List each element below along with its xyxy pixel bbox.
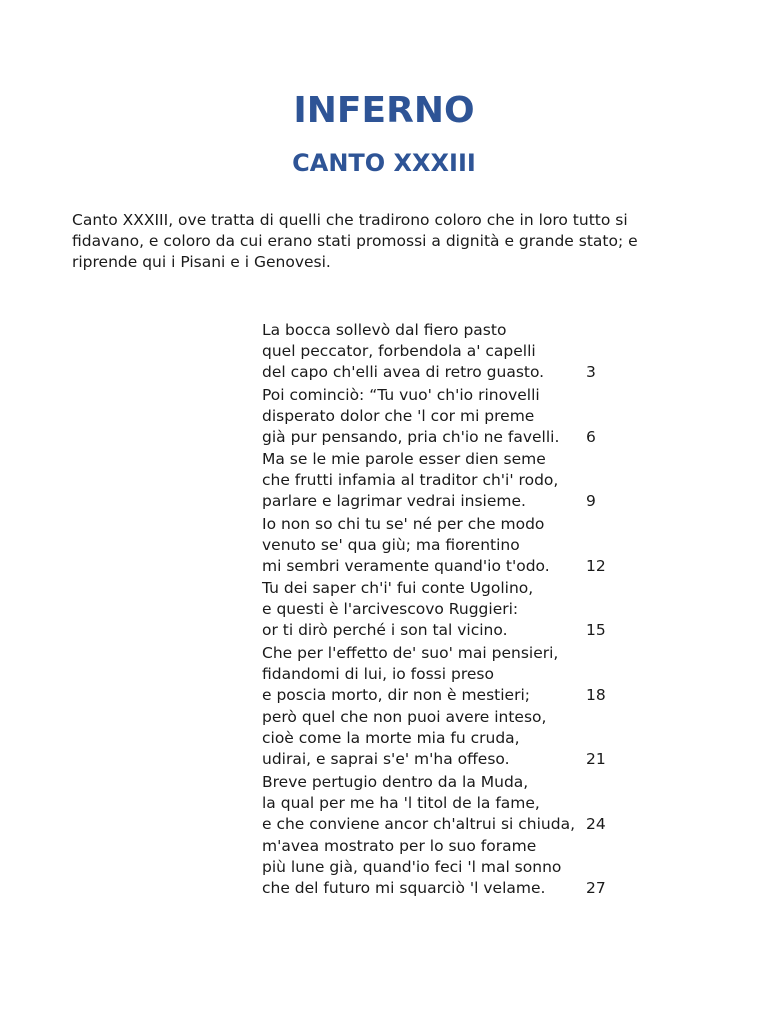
stanza <box>262 578 622 641</box>
verse-line: Poi cominciò: “Tu vuo' ch'io rinovelli <box>262 385 540 404</box>
stanza <box>262 707 622 770</box>
verse-line: disperato dolor che 'l cor mi preme <box>262 406 535 425</box>
poem-body <box>262 320 622 901</box>
verse-line: m'avea mostrato per lo suo forame <box>262 837 537 855</box>
verse-number: 27 <box>586 879 606 897</box>
verse-line: più lune già, quand'io feci 'l mal sonno <box>262 858 562 876</box>
verse-line: Ma se le mie parole esser dien seme <box>262 450 546 468</box>
page-title: INFERNO <box>293 90 475 131</box>
stanza <box>262 643 622 706</box>
verse-line: però quel che non puoi avere inteso, <box>262 708 547 726</box>
verse-line: e che conviene ancor ch'altrui si chiuda, <box>262 814 575 833</box>
stanza <box>262 772 622 835</box>
stanza <box>262 320 622 383</box>
canto-summary: Canto XXXIII, ove tratta di quelli che tradirono coloro che in loro tutto si fidavano, e coloro da cui erano stati promossi a dignità e grande stato; e riprende qui i Pisani e i Genovesi. <box>72 211 638 271</box>
verse-line: fidandomi di lui, io fossi preso <box>262 664 494 683</box>
verse-line: Tu dei saper ch'i' fui conte Ugolino, <box>262 579 534 597</box>
verse-line: or ti dirò perché i son tal vicino. <box>262 621 508 639</box>
verse-line: del capo ch'elli avea di retro guasto. <box>262 363 545 381</box>
verse-line: udirai, e saprai s'e' m'ha offeso. <box>262 750 510 768</box>
verse-line: e poscia morto, dir non è mestieri; <box>262 685 530 704</box>
verse-number: 18 <box>586 685 606 704</box>
verse-line: parlare e lagrimar vedrai insieme. <box>262 492 526 510</box>
verse-number: 9 <box>586 492 596 510</box>
stanza <box>262 449 622 512</box>
verse-line: che del futuro mi squarciò 'l velame. <box>262 879 546 897</box>
verse-number: 21 <box>586 750 606 768</box>
verse-number: 6 <box>586 427 596 446</box>
verse-line: Che per l'effetto de' suo' mai pensieri, <box>262 643 559 662</box>
verse-number: 24 <box>586 814 606 833</box>
verse-line: la qual per me ha 'l titol de la fame, <box>262 793 540 812</box>
stanza <box>262 836 622 899</box>
verse-number: 15 <box>586 621 606 639</box>
verse-line: cioè come la morte mia fu cruda, <box>262 729 520 747</box>
stanza <box>262 514 622 577</box>
verse-line: che frutti infamia al traditor ch'i' rodo, <box>262 471 559 489</box>
canto-subtitle: CANTO XXXIII <box>292 149 476 177</box>
verse-line: e questi è l'arcivescovo Ruggieri: <box>262 600 519 618</box>
verse-line: già pur pensando, pria ch'io ne favelli. <box>262 427 560 446</box>
verse-number: 3 <box>586 363 596 381</box>
verse-line: La bocca sollevò dal fiero pasto <box>262 321 507 339</box>
stanza <box>262 385 622 448</box>
verse-line: quel peccator, forbendola a' capelli <box>262 342 536 360</box>
verse-line: venuto se' qua giù; ma fiorentino <box>262 535 520 554</box>
verse-line: Io non so chi tu se' né per che modo <box>262 514 545 533</box>
verse-number: 12 <box>586 556 606 575</box>
verse-line: Breve pertugio dentro da la Muda, <box>262 772 529 791</box>
verse-line: mi sembri veramente quand'io t'odo. <box>262 556 550 575</box>
